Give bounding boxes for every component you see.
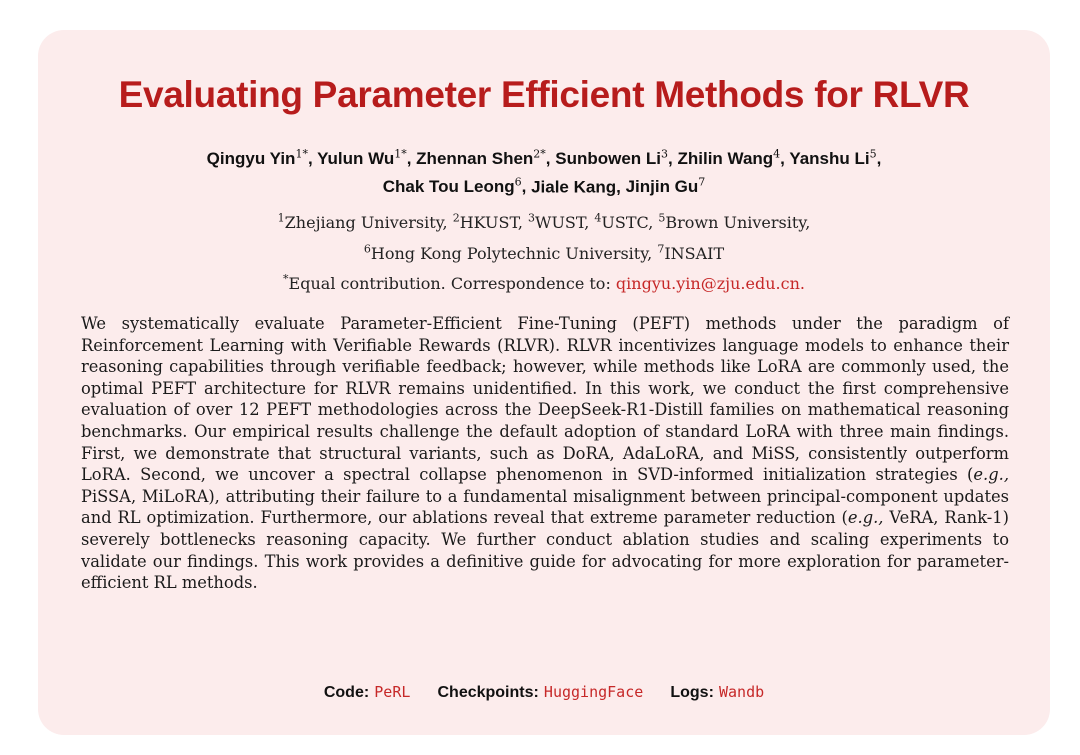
author: Qingyu Yin$^{1*}$, bbox=[206, 147, 318, 168]
author: Zhennan Shen$^{2*}$, bbox=[416, 147, 556, 168]
email-link[interactable]: qingyu.yin@zju.edu.cn. bbox=[615, 273, 805, 293]
affiliation: $^3$WUST, bbox=[528, 212, 595, 233]
correspondence-note: *Equal contribution. Correspondence to: qingyu.yin@zju.edu.cn. bbox=[283, 272, 805, 293]
author: Chak Tou Leong$^6$, bbox=[382, 175, 532, 197]
resource-links bbox=[38, 682, 1050, 702]
author: Yulun $Wu^{1*}$, bbox=[317, 147, 417, 168]
author: Zhilin Wang$^4$, bbox=[677, 147, 790, 168]
affiliation: $^1$Zhejiang University, bbox=[277, 212, 453, 233]
affiliation: $^4$USTC, bbox=[594, 212, 659, 233]
paper-card bbox=[38, 30, 1050, 735]
author: Sunbowen Li$^3$, bbox=[555, 147, 678, 168]
author: Jinjin Gu$^7$ bbox=[625, 175, 706, 197]
abstract-text: We systematically evaluate Parameter-Efficient Fine-Tuning (PEFT) methods under the paradigm of Reinforcement Learning with Verifiable Rewards (RLVR). RLVR incentivizes language models to enhance their reasoning capabilities through verifiable feedback; however, while methods like LoRA are commonly used, the optimal PEFT architecture for RLVR remains unidentified. In this work, we conduct the first comprehensive evaluation of over 12 PEFT methodologies across the DeepSeek-R1-Distill families on mathematical reasoning benchmarks. Our empirical results challenge the default adoption of standard LoRA with three main findings. First, we demonstrate that structural variants, such as DoRA, AdaLoRA, and MiSS, consistently outperform LoRA. Second, we uncover a spectral collapse phenomenon in SVD-informed initialization strategies (e.g., PiSSA, MiLoRA), attributing their failure to a fundamental misalignment between principal-component updates and RL optimization. Furthermore, our ablations reveal that extreme parameter reduction (e.g., VeRA, Rank-1) severely bottlenecks reasoning capacity. We further conduct ablation studies and scaling experiments to validate our findings. This work provides a definitive guide for advocating for more exploration for parameter-efficient RL methods. bbox=[81, 314, 1009, 593]
affiliation: $^2$HKUST, bbox=[452, 212, 528, 233]
affiliation: $^5$Brown University, bbox=[658, 212, 811, 233]
author-list bbox=[98, 142, 990, 199]
affiliation-line-1 bbox=[278, 213, 811, 232]
checkpoints-label: Checkpoints: bbox=[437, 684, 539, 701]
author: Yanshu Li$^5$, bbox=[789, 147, 882, 168]
affiliation: $^6$Hong Kong Polytechnic University, bbox=[363, 242, 658, 263]
affiliation: $^7$INSAIT bbox=[657, 242, 725, 263]
code-label: Code: bbox=[323, 684, 370, 701]
affiliation-block bbox=[98, 206, 990, 297]
author: Jiale Kang, bbox=[531, 177, 626, 197]
paper-title: Evaluating Parameter Efficient Methods for RLVR bbox=[118, 74, 970, 115]
author-line-2 bbox=[383, 177, 706, 196]
checkpoints-link[interactable]: HuggingFace bbox=[543, 683, 644, 701]
logs-label: Logs: bbox=[670, 684, 714, 701]
author-line-1 bbox=[207, 149, 882, 168]
logs-link[interactable]: Wandb bbox=[719, 683, 765, 701]
code-link[interactable]: PeRL bbox=[374, 683, 411, 701]
affiliation-line-2 bbox=[364, 244, 724, 263]
